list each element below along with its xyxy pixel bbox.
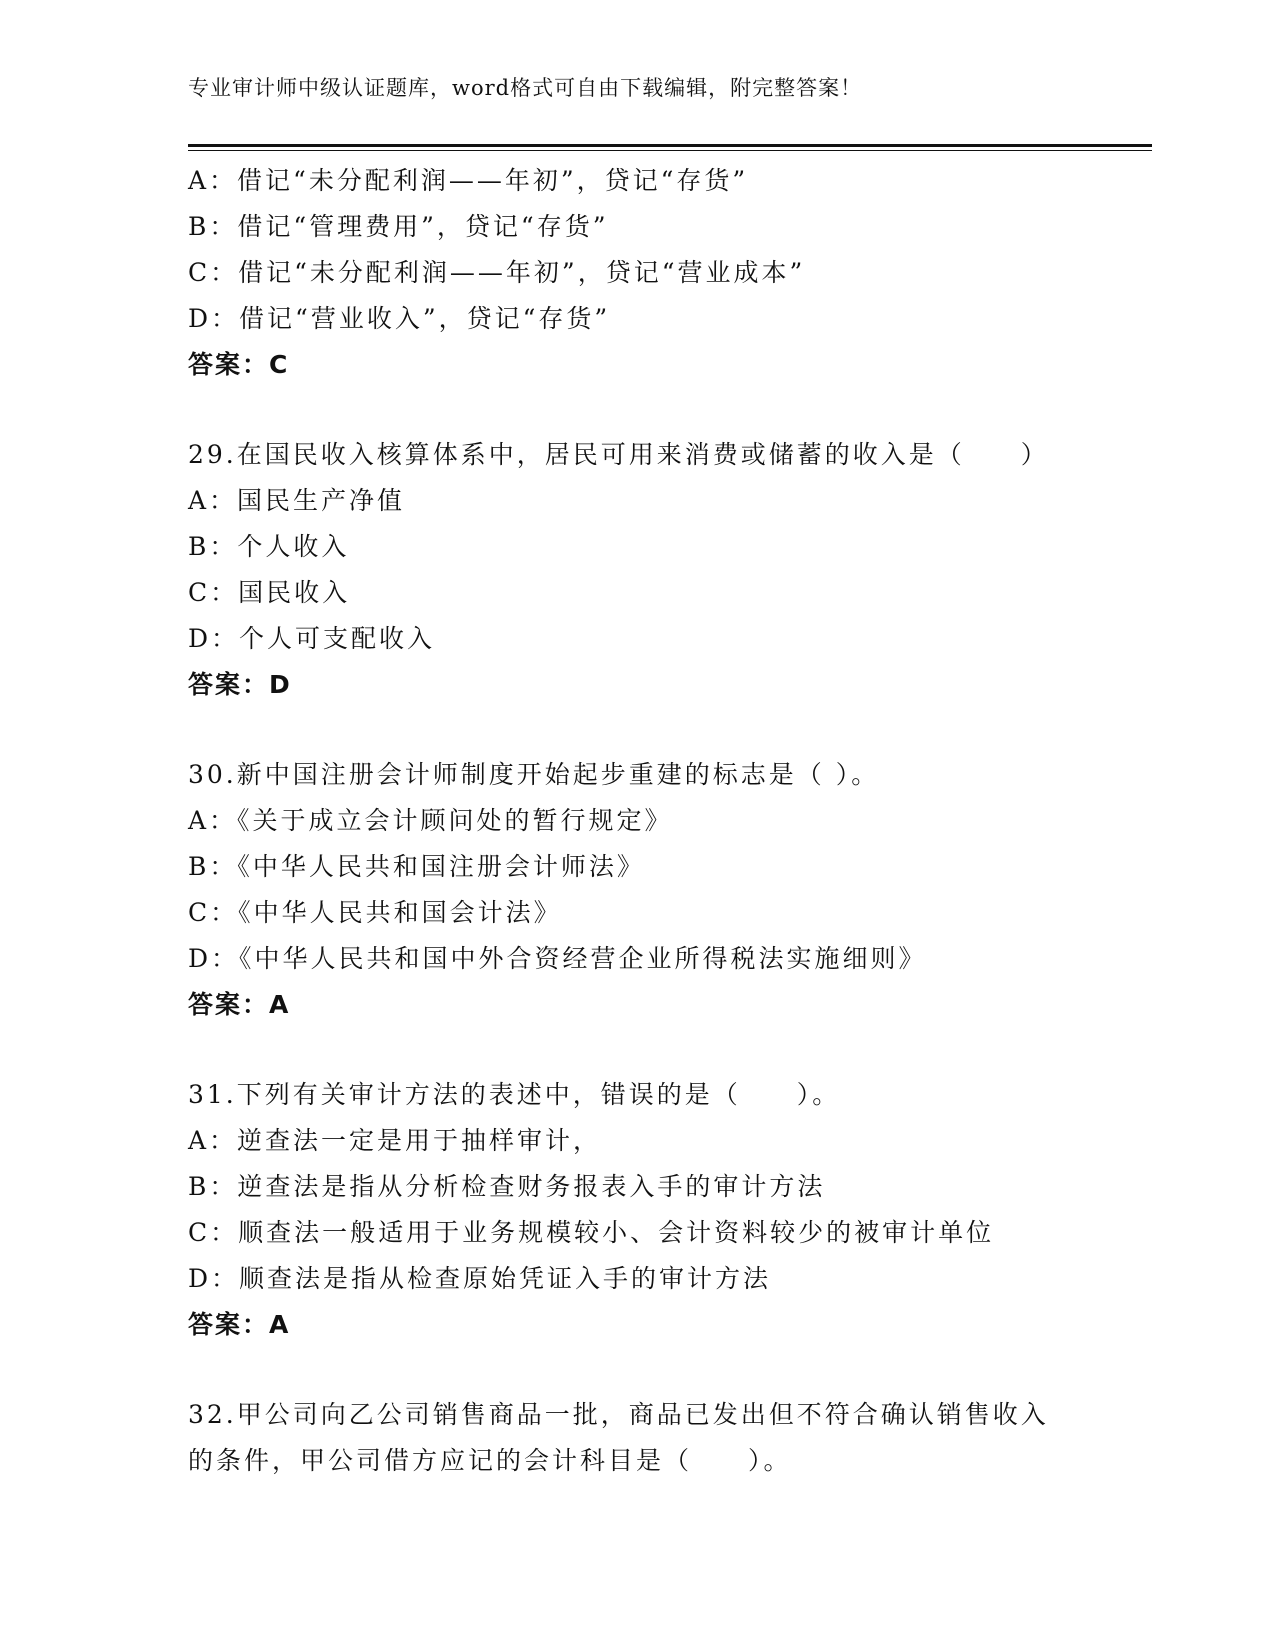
q30-option-b: B：《中华人民共和国注册会计师法》	[188, 852, 645, 881]
header-rule-thin	[188, 150, 1152, 151]
q30-option-c: C：《中华人民共和国会计法》	[188, 898, 562, 927]
q29-answer: 答案：D	[188, 670, 292, 699]
q29-question: 29.在国民收入核算体系中，居民可用来消费或储蓄的收入是（ ）	[188, 440, 1049, 469]
q30-question: 30.新中国注册会计师制度开始起步重建的标志是（ ）。	[188, 760, 880, 789]
q28-answer: 答案：C	[188, 350, 290, 379]
question-content	[188, 158, 1152, 1484]
q30-option-d: D：《中华人民共和国中外合资经营企业所得税法实施细则》	[188, 944, 927, 973]
q28-option-c: C：借记“未分配利润——年初”，贷记“营业成本”	[188, 258, 806, 287]
q32-question-line2: 的条件，甲公司借方应记的会计科目是（ ）。	[188, 1446, 792, 1475]
q31-option-a: A：逆查法一定是用于抽样审计，	[188, 1126, 602, 1155]
q31-option-d: D：顺查法是指从检查原始凭证入手的审计方法	[188, 1264, 772, 1293]
q29-option-d: D：个人可支配收入	[188, 624, 436, 653]
q30-option-a: A：《关于成立会计顾问处的暂行规定》	[188, 806, 673, 835]
q28-option-a: A：借记“未分配利润——年初”，贷记“存货”	[188, 166, 749, 195]
q29-option-c: C：国民收入	[188, 578, 351, 607]
q31-answer: 答案：A	[188, 1310, 291, 1339]
q28-option-d: D：借记“营业收入”，贷记“存货”	[188, 304, 611, 333]
q31-option-c: C：顺查法一般适用于业务规模较小、会计资料较少的被审计单位	[188, 1218, 995, 1247]
q28-option-b: B：借记“管理费用”，贷记“存货”	[188, 212, 609, 241]
q32-question-line1: 32.甲公司向乙公司销售商品一批，商品已发出但不符合确认销售收入	[188, 1400, 1049, 1429]
q29-option-b: B：个人收入	[188, 532, 350, 561]
q31-option-b: B：逆查法是指从分析检查财务报表入手的审计方法	[188, 1172, 826, 1201]
header-rule-thick	[188, 144, 1152, 147]
q30-answer: 答案：A	[188, 990, 291, 1019]
page-header: 专业审计师中级认证题库，word格式可自由下载编辑，附完整答案！	[188, 76, 863, 100]
q31-question: 31.下列有关审计方法的表述中，错误的是（ ）。	[188, 1080, 841, 1109]
q29-option-a: A：国民生产净值	[188, 486, 406, 515]
